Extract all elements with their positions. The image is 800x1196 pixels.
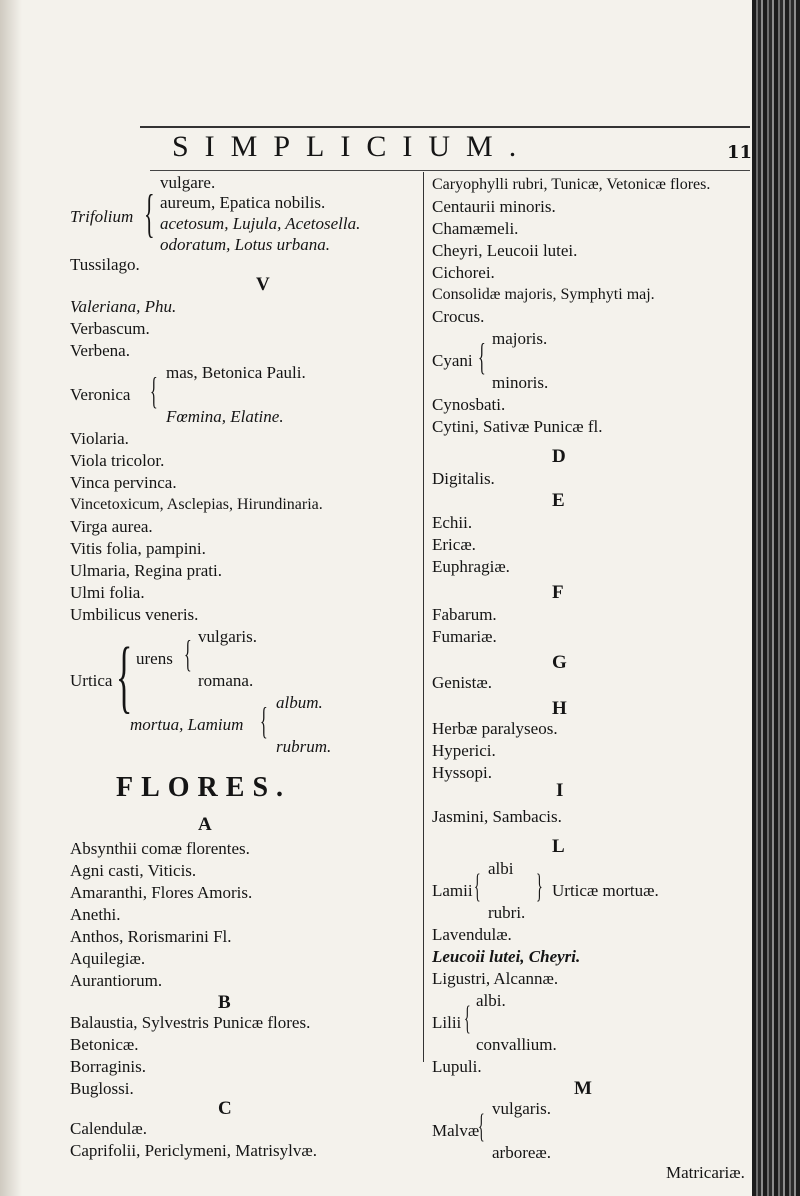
urtica-mortua: mortua, Lamium (130, 715, 244, 734)
cyani-line-2: minoris. (492, 373, 549, 392)
c-item-1: Calendulæ. (70, 1119, 147, 1138)
b-item-4: Buglossi. (70, 1079, 134, 1098)
umbilicus: Umbilicus veneris. (70, 605, 199, 624)
valeriana: Valeriana, Phu. (70, 297, 177, 316)
column-divider (423, 172, 424, 1062)
f-item-2: Fumariæ. (432, 627, 497, 646)
rc-item-3: Chamæmeli. (432, 219, 519, 238)
a-item-6: Aquilegiæ. (70, 949, 146, 968)
b-item-2: Betonicæ. (70, 1035, 139, 1054)
lilii-line-1: albi. (476, 991, 506, 1010)
c-item-2: Caprifolii, Periclymeni, Matrisylvæ. (70, 1141, 317, 1160)
rc-item-1: Caryophylli rubri, Tunicæ, Vetonicæ flores. (432, 176, 711, 193)
rc2-item-1: Cynosbati. (432, 395, 506, 414)
urens-line-2: romana. (198, 671, 254, 690)
cyani-brace: { (478, 338, 486, 380)
e-item-2: Ericæ. (432, 535, 476, 554)
rc-item-7: Crocus. (432, 307, 485, 326)
b-item-1: Balaustia, Sylvestris Punicæ flores. (70, 1013, 311, 1032)
section-letter-b: B (218, 992, 231, 1013)
rc-item-2: Centaurii minoris. (432, 197, 556, 216)
tussilago: Tussilago. (70, 255, 140, 274)
catchword: Matricariæ. (666, 1163, 745, 1182)
virga: Virga aurea. (70, 517, 153, 536)
a-item-5: Anthos, Rorismarini Fl. (70, 927, 232, 946)
lamii-brace-left: { (474, 870, 481, 907)
lamii-line-2: rubri. (488, 903, 526, 922)
vincetoxicum: Vincetoxicum, Asclepias, Hirundinaria. (70, 496, 323, 513)
h-item-3: Hyssopi. (432, 763, 492, 782)
book-binding (752, 0, 800, 1196)
i-item-1: Jasmini, Sambacis. (432, 807, 562, 826)
trifolium-label: Trifolium (70, 207, 134, 226)
left-column-flores (70, 0, 420, 1196)
a-item-3: Amaranthi, Flores Amoris. (70, 883, 253, 902)
verbena: Verbena. (70, 341, 130, 360)
section-letter-i: I (556, 780, 564, 801)
trifolium-line-4: odoratum, Lotus urbana. (160, 235, 331, 254)
b-item-3: Borraginis. (70, 1057, 147, 1076)
section-letter-m: M (574, 1078, 592, 1099)
violaria: Violaria. (70, 429, 129, 448)
cyani-label: Cyani (432, 351, 473, 370)
mortua-line-1: album. (276, 693, 323, 712)
e-item-1: Echii. (432, 513, 473, 532)
trifolium-line-3: acetosum, Lujula, Acetosella. (160, 214, 361, 233)
page-edge-shadow (0, 0, 22, 1196)
veronica-line-1: mas, Betonica Pauli. (166, 363, 306, 382)
leucoii: Leucoii lutei, Cheyri. (432, 947, 581, 966)
malvae-label: Malvæ (432, 1121, 480, 1140)
section-letter-d: D (552, 446, 566, 467)
ulmi: Ulmi folia. (70, 583, 145, 602)
lamii-label: Lamii (432, 881, 473, 900)
mortua-brace: { (260, 702, 268, 744)
flores-heading: FLORES. (116, 772, 292, 803)
urens-line-1: vulgaris. (198, 627, 258, 646)
lamii-urticae: Urticæ mortuæ. (552, 881, 659, 900)
rc-item-5: Cichorei. (432, 263, 495, 282)
section-letter-c: C (218, 1098, 232, 1119)
malvae-line-1: vulgaris. (492, 1099, 552, 1118)
vinca: Vinca pervinca. (70, 473, 177, 492)
rc2-item-2: Cytini, Sativæ Punicæ fl. (432, 417, 603, 436)
ligustri: Ligustri, Alcannæ. (432, 969, 559, 988)
d-item-1: Digitalis. (432, 469, 495, 488)
section-letter-a: A (198, 814, 212, 835)
lilii-label: Lilii (432, 1013, 462, 1032)
g-item-1: Genistæ. (432, 673, 492, 692)
veronica-brace: { (150, 372, 158, 414)
veronica-line-2: Fœmina, Elatine. (166, 407, 284, 426)
ulmaria: Ulmaria, Regina prati. (70, 561, 223, 580)
trifolium-line-1: vulgare. (160, 173, 216, 192)
a-item-7: Aurantiorum. (70, 971, 163, 990)
trifolium-line-2: aureum, Epatica nobilis. (160, 193, 326, 212)
page-title: SIMPLICIUM. (172, 130, 533, 163)
e-item-3: Euphragiæ. (432, 557, 510, 576)
malvae-line-2: arboreæ. (492, 1143, 552, 1162)
urtica-urens: urens (136, 649, 173, 668)
veronica-label: Veronica (70, 385, 131, 404)
page-number: 11 (727, 142, 753, 163)
section-letter-g: G (552, 652, 567, 673)
lilii-brace: { (464, 1002, 471, 1039)
verbascum: Verbascum. (70, 319, 150, 338)
trifolium-brace: { (144, 182, 155, 243)
malvae-brace: { (478, 1110, 485, 1147)
urtica-label: Urtica (70, 671, 113, 690)
section-letter-v: V (256, 274, 270, 295)
viola: Viola tricolor. (70, 451, 165, 470)
section-letter-e: E (552, 490, 565, 511)
right-column (432, 0, 752, 1196)
urens-brace: { (184, 635, 192, 677)
h-item-1: Herbæ paralyseos. (432, 719, 558, 738)
rc-item-4: Cheyri, Leucoii lutei. (432, 241, 578, 260)
urtica-brace: { (116, 633, 133, 723)
rc-item-6: Consolidæ majoris, Symphyti maj. (432, 286, 655, 303)
cyani-line-1: majoris. (492, 329, 548, 348)
a-item-2: Agni casti, Viticis. (70, 861, 197, 880)
vitis: Vitis folia, pampini. (70, 539, 206, 558)
l-item-1: Lavendulæ. (432, 925, 512, 944)
lupuli: Lupuli. (432, 1057, 482, 1076)
a-item-1: Absynthii comæ florentes. (70, 839, 250, 858)
section-letter-f: F (552, 582, 564, 603)
mortua-line-2: rubrum. (276, 737, 332, 756)
lilii-line-2: convallium. (476, 1035, 557, 1054)
section-letter-l: L (552, 836, 565, 857)
a-item-4: Anethi. (70, 905, 121, 924)
h-item-2: Hyperici. (432, 741, 496, 760)
lamii-line-1: albi (488, 859, 514, 878)
f-item-1: Fabarum. (432, 605, 497, 624)
section-letter-h: H (552, 698, 567, 719)
lamii-brace-right: } (536, 870, 543, 907)
